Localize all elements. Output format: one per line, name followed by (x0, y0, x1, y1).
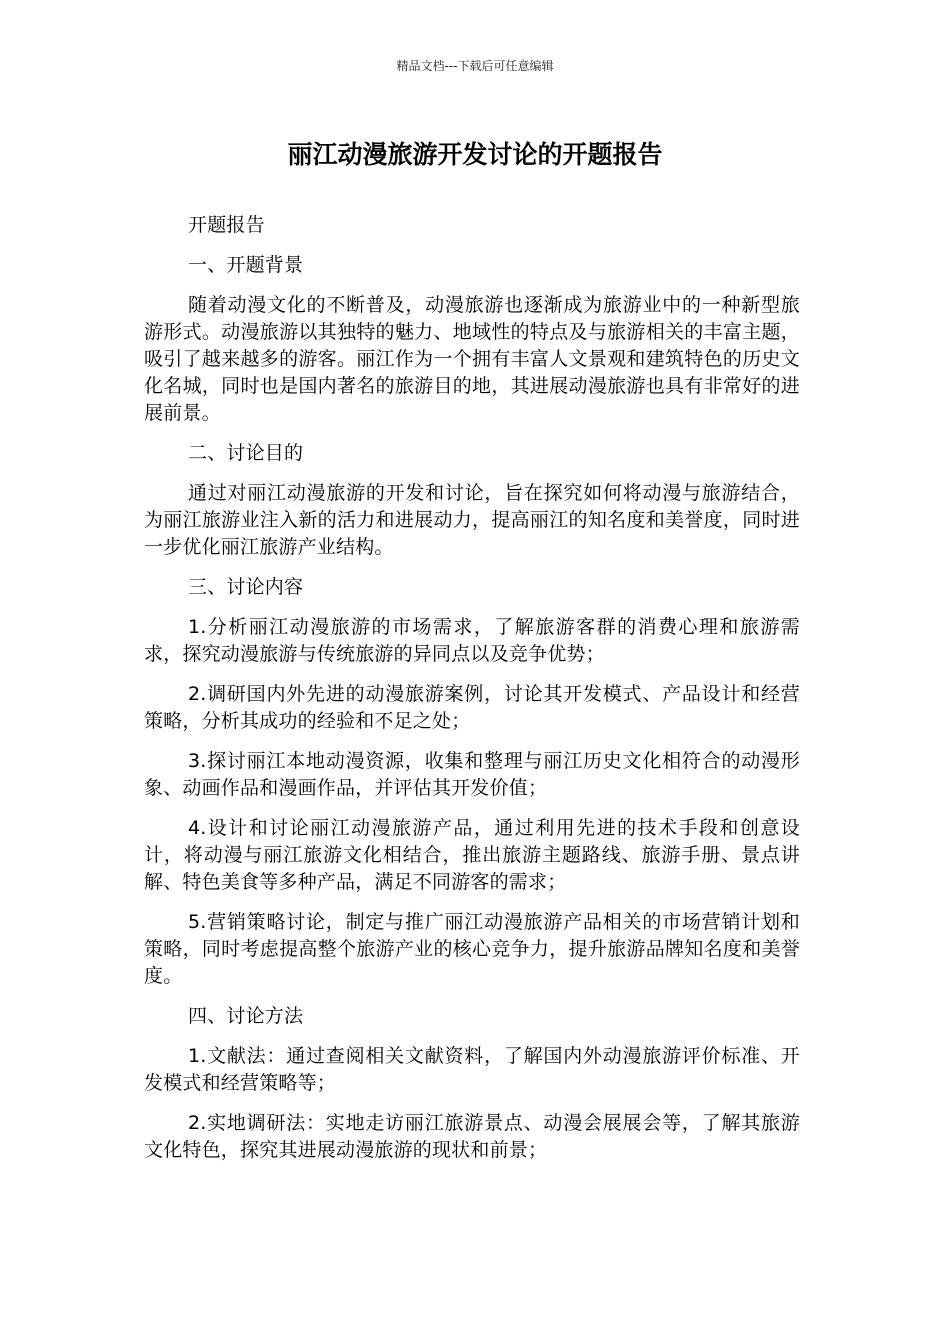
paragraph-purpose: 通过对丽江动漫旅游的开发和讨论，旨在探究如何将动漫与旅游结合，为丽江旅游业注入新的活力和进展动力，提高丽江的知名度和美誉度，同时进一步优化丽江旅游产业结构。 (144, 482, 800, 558)
heading-content: 三、讨论内容 (188, 576, 304, 598)
heading-background: 一、开题背景 (188, 254, 304, 276)
document-body (144, 212, 800, 1177)
content-item-2: 2.调研国内外先进的动漫旅游案例，讨论其开发模式、产品设计和经营策略，分析其成功的经验和不足之处； (144, 683, 800, 732)
heading-purpose: 二、讨论目的 (188, 442, 304, 464)
content-item-4: 4.设计和讨论丽江动漫旅游产品，通过利用先进的技术手段和创意设计，将动漫与丽江旅游文化相结合，推出旅游主题路线、旅游手册、景点讲解、特色美食等多种产品，满足不同游客的需求； (144, 817, 800, 893)
heading-method: 四、讨论方法 (188, 1005, 304, 1027)
page-header: 精品文档---下载后可任意编辑 (396, 59, 554, 73)
content-item-1: 1.分析丽江动漫旅游的市场需求，了解旅游客群的消费心理和旅游需求，探究动漫旅游与传统旅游的异同点以及竞争优势； (144, 616, 800, 665)
content-item-5: 5.营销策略讨论，制定与推广丽江动漫旅游产品相关的市场营销计划和策略，同时考虑提高整个旅游产业的核心竞争力，提升旅游品牌知名度和美誉度。 (144, 911, 800, 987)
paragraph-background: 随着动漫文化的不断普及，动漫旅游也逐渐成为旅游业中的一种新型旅游形式。动漫旅游以其独特的魅力、地域性的特点及与旅游相关的丰富主题，吸引了越来越多的游客。丽江作为一个拥有丰富人文景观和建筑特色的历史文化名城，同时也是国内著名的旅游目的地，其进展动漫旅游也具有非常好的进展前景。 (144, 294, 800, 424)
document-title: 丽江动漫旅游开发讨论的开题报告 (287, 140, 663, 169)
paragraph-report-label: 开题报告 (188, 214, 265, 236)
method-item-2: 2.实地调研法：实地走访丽江旅游景点、动漫会展展会等，了解其旅游文化特色，探究其进展动漫旅游的现状和前景； (144, 1112, 800, 1161)
method-item-1: 1.文献法：通过查阅相关文献资料，了解国内外动漫旅游评价标准、开发模式和经营策略等； (144, 1045, 800, 1094)
content-item-3: 3.探讨丽江本地动漫资源，收集和整理与丽江历史文化相符合的动漫形象、动画作品和漫画作品，并评估其开发价值； (144, 750, 800, 799)
